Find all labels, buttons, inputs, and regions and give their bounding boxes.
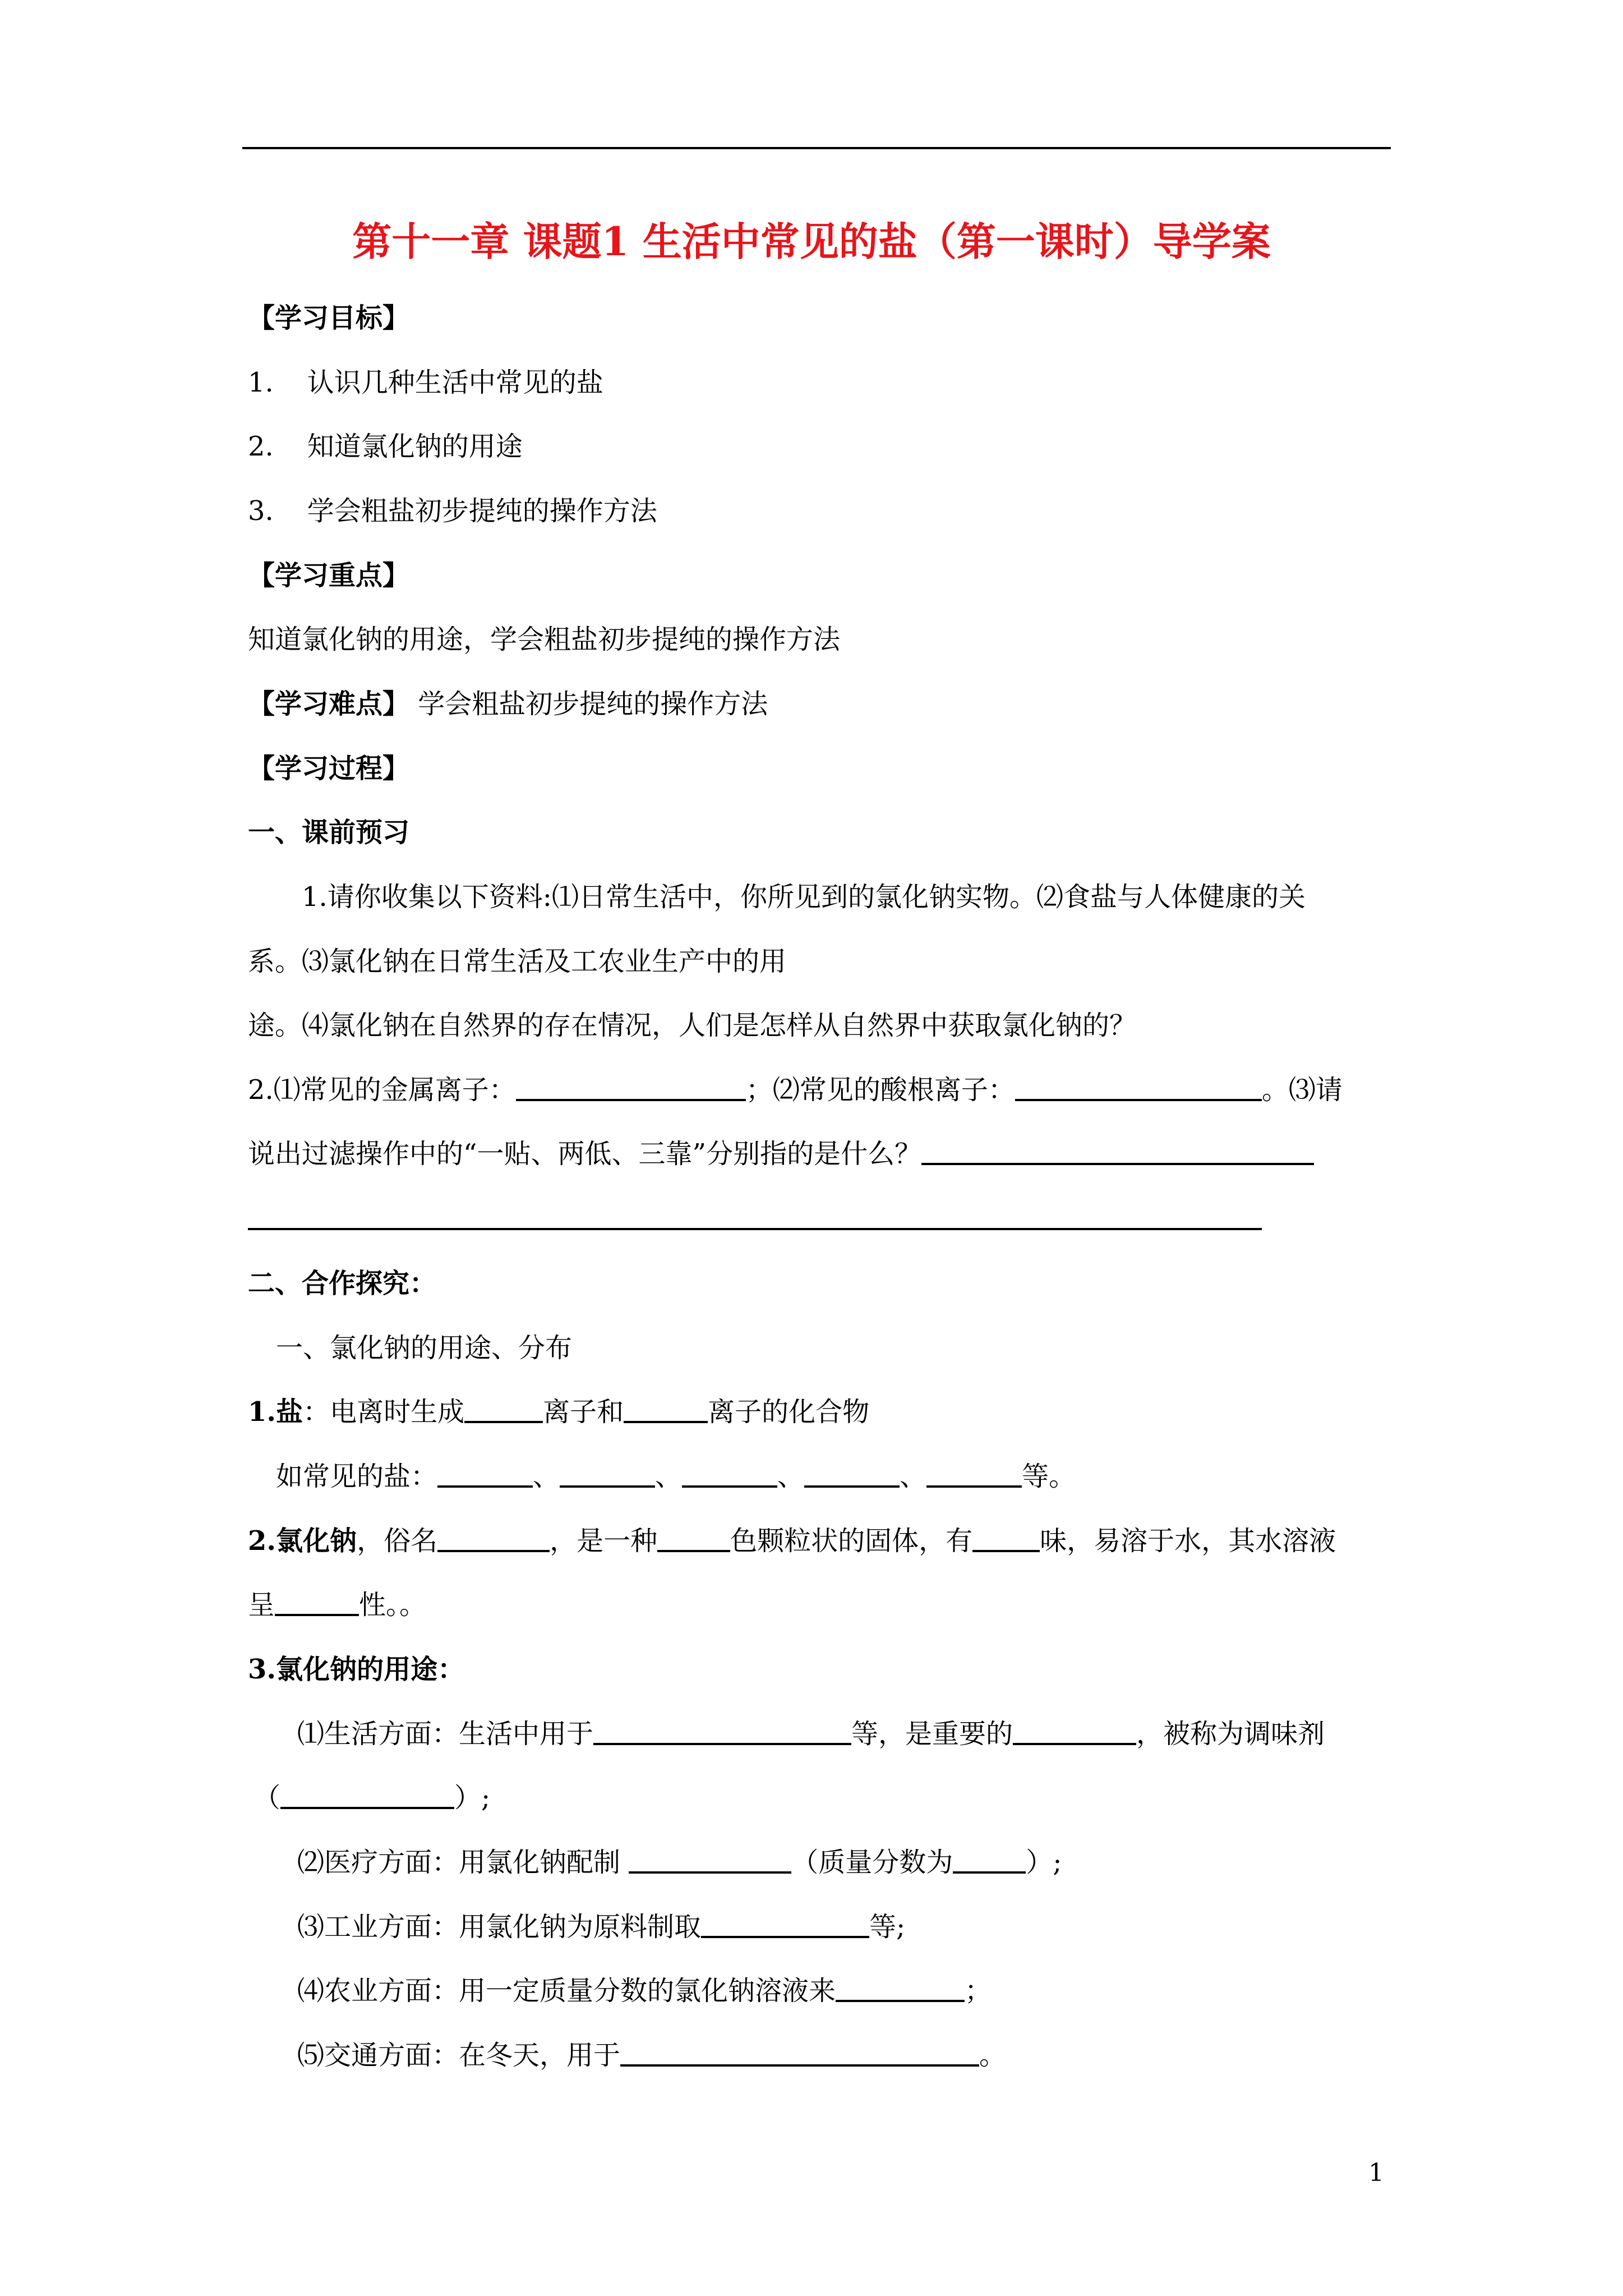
list-item: 3. 学会粗盐初步提纯的操作方法 xyxy=(248,495,657,527)
use-life-line1: ⑴生活方面：生活中用于 等，是重要的 ，被称为调味剂 xyxy=(297,1718,1325,1750)
blank[interactable] xyxy=(280,1781,454,1809)
blank[interactable] xyxy=(953,1846,1026,1874)
blank[interactable] xyxy=(516,1073,746,1101)
list-item: 2. 知道氯化钠的用途 xyxy=(248,431,523,462)
blank[interactable] xyxy=(1015,1073,1262,1101)
blank[interactable] xyxy=(926,1460,1022,1488)
blank[interactable] xyxy=(629,1846,791,1874)
blank[interactable] xyxy=(657,1524,730,1552)
use-medical: ⑵医疗方面：用氯化钠配制 （质量分数为 ）; xyxy=(297,1847,1062,1878)
difficulty-line: 【学习难点】 学会粗盐初步提纯的操作方法 xyxy=(248,688,768,720)
nacl-line1: 2.氯化钠，俗名 ，是一种 色颗粒状的固体，有 味，易溶于水，其水溶液 xyxy=(248,1525,1336,1557)
blank[interactable] xyxy=(1013,1717,1136,1745)
use-life-line2: （ ）; xyxy=(253,1782,491,1814)
answer-line[interactable] xyxy=(248,1228,1262,1230)
preview-q1-line1: 1.请你收集以下资料:⑴日常生活中，你所见到的氯化钠实物。⑵食盐与人体健康的关 xyxy=(302,881,1306,913)
blank[interactable] xyxy=(624,1395,708,1423)
nacl-line2: 呈 性。。 xyxy=(248,1589,427,1621)
preview-q1-line2: 系。⑶氯化钠在日常生活及工农业生产中的用 xyxy=(248,946,787,977)
preview-q2-line1: 2.⑴常见的金属离子： ；⑵常见的酸根离子： 。⑶请 xyxy=(248,1074,1343,1106)
page-number: 1 xyxy=(1368,2159,1384,2187)
blank[interactable] xyxy=(804,1460,900,1488)
header-rule xyxy=(242,147,1391,149)
blank[interactable] xyxy=(593,1717,851,1745)
preview-q1-line3: 途。⑷氯化钠在自然界的存在情况，人们是怎样从自然界中获取氯化钠的？ xyxy=(248,1010,1137,1041)
blank[interactable] xyxy=(701,1910,869,1938)
blank[interactable] xyxy=(275,1588,359,1616)
blank[interactable] xyxy=(437,1524,550,1552)
use-traffic: ⑸交通方面：在冬天，用于 。 xyxy=(297,2040,1007,2071)
blank[interactable] xyxy=(620,2039,979,2067)
use-industry: ⑶工业方面：用氯化钠为原料制取 等; xyxy=(297,1911,906,1943)
preview-q2-line2: 说出过滤操作中的“一贴、两低、三靠”分别指的是什么？ xyxy=(248,1137,1314,1171)
blank[interactable] xyxy=(464,1395,543,1423)
blank[interactable] xyxy=(921,1137,1314,1165)
use-agriculture: ⑷农业方面：用一定质量分数的氯化钠溶液来 ； xyxy=(297,1975,992,2007)
uses-heading: 3.氯化钠的用途： xyxy=(248,1654,465,1685)
page-title: 第十一章 课题1 生活中常见的盐（第一课时）导学案 xyxy=(352,218,1271,265)
section-heading-process: 【学习过程】 xyxy=(248,753,410,784)
blank[interactable] xyxy=(560,1460,655,1488)
blank[interactable] xyxy=(682,1460,777,1488)
list-item: 1. 认识几种生活中常见的盐 xyxy=(248,367,603,398)
focus-text: 知道氯化钠的用途，学会粗盐初步提纯的操作方法 xyxy=(248,624,841,655)
section-heading-explore: 二、合作探究： xyxy=(248,1268,437,1299)
section-heading-goals: 【学习目标】 xyxy=(248,302,410,334)
salt-definition: 1.盐：电离时生成 离子和 离子的化合物 xyxy=(248,1396,870,1428)
section-heading-focus: 【学习重点】 xyxy=(248,560,410,591)
common-salts-line: 如常见的盐： 、 、 、 、 等。 xyxy=(276,1461,1076,1492)
blank[interactable] xyxy=(836,1974,965,2002)
blank[interactable] xyxy=(972,1524,1040,1552)
subsection-heading: 一、氯化钠的用途、分布 xyxy=(276,1332,573,1364)
section-heading-preview: 一、课前预习 xyxy=(248,817,410,848)
blank[interactable] xyxy=(437,1460,533,1488)
